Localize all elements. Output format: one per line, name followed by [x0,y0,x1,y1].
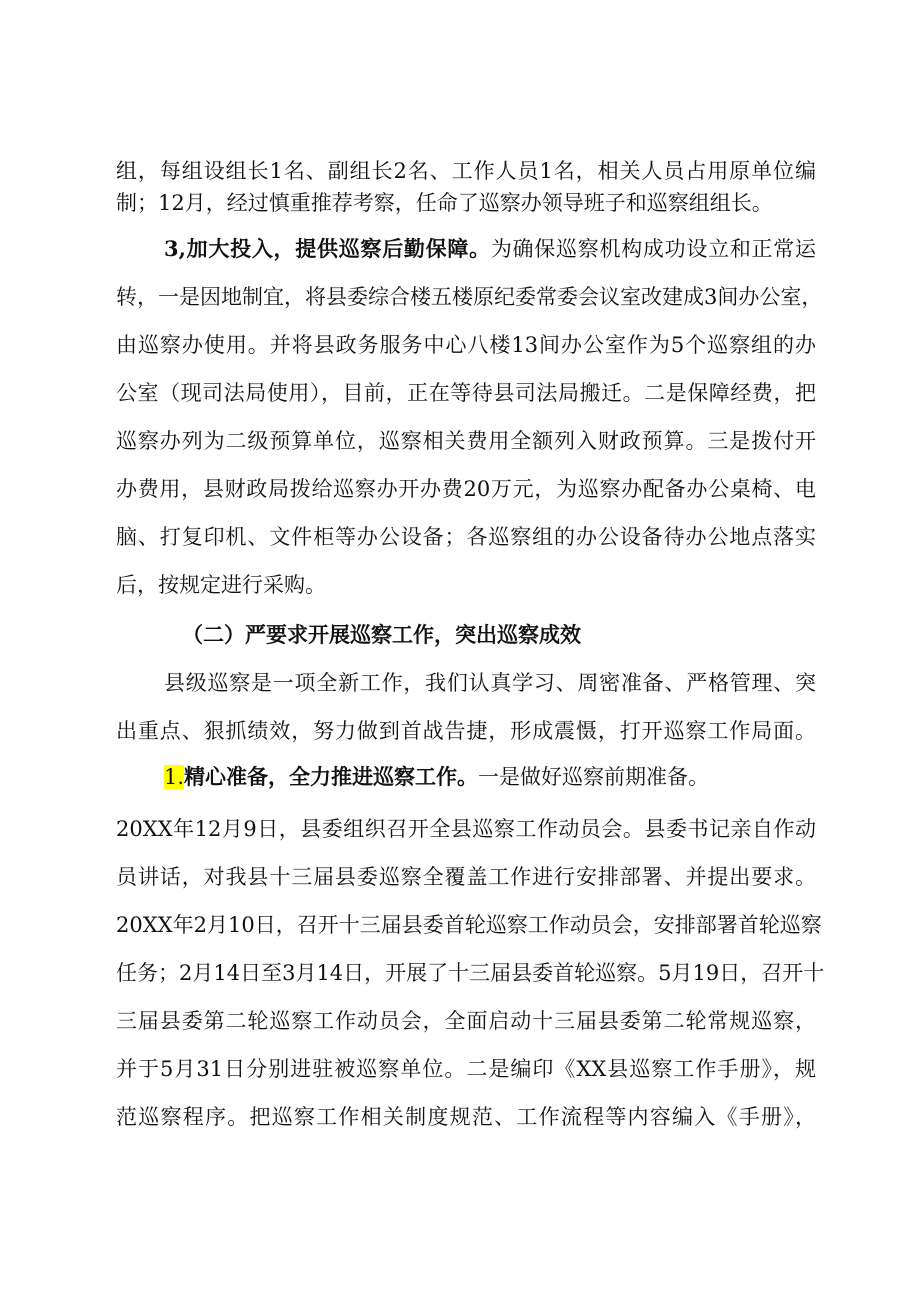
paragraph-line: 并于5月31日分别进驻被巡察单位。二是编印《XX县巡察工作手册》，规 [116,1057,816,1081]
paragraph-line: 出重点、狠抓绩效，努力做到首战告捷，形成震慑，打开巡察工作局面。 [116,719,816,743]
paragraph-line: 公室（现司法局使用），目前，正在等待县司法局搬迁。二是保障经费，把 [116,381,816,405]
paragraph-line: 转，一是因地制宜，将县委综合楼五楼原纪委常委会议室改建成3间办公室， [116,285,823,309]
paragraph-line: 任务；2月14日至3月14日，开展了十三届县委首轮巡察。5月19日，召开十 [116,961,825,985]
paragraph-text: 为确保巡察机构成功设立和正常运 [490,237,817,261]
item-1-title: 精心准备，全力推进巡察工作。 [184,764,479,789]
paragraph-line: 由巡察办使用。并将县政务服务中心八楼13间办公室作为5个巡察组的办 [116,333,816,357]
paragraph-line: 脑、打复印机、文件柜等办公设备；各巡察组的办公设备待办公地点落实 [116,525,816,549]
paragraph-line: 巡察办列为二级预算单位，巡察相关费用全额列入财政预算。三是拨付开 [116,429,816,453]
item-number-highlight: 1. [164,765,185,789]
numbered-paragraph-line [164,234,816,264]
subheading-3: 3,加大投入，提供巡察后勤保障。 [164,236,491,261]
paragraph-line: 20XX年2月10日，召开十三届县委首轮巡察工作动员会，安排部署首轮巡察 [116,913,822,937]
numbered-paragraph-line [164,762,816,792]
paragraph-line: 县级巡察是一项全新工作，我们认真学习、周密准备、严格管理、突 [164,671,816,695]
paragraph-text: 一是做好巡察前期准备。 [478,765,710,789]
paragraph-line: 员讲话，对我县十三届县委巡察全覆盖工作进行安排部署、并提出要求。 [116,865,816,889]
paragraph-line: 办费用，县财政局拨给巡察办开办费20万元，为巡察办配备办公桌椅、电 [116,477,816,501]
paragraph-line: 三届县委第二轮巡察工作动员会，全面启动十三届县委第二轮常规巡察， [116,1009,816,1033]
paragraph-line: 制；12月，经过慎重推荐考察，任命了巡察办领导班子和巡察组组长。 [116,191,773,215]
paragraph-line: 组，每组设组长1名、副组长2名、工作人员1名，相关人员占用原单位编 [116,159,816,183]
paragraph-line: 范巡察程序。把巡察工作相关制度规范、工作流程等内容编入《手册》， [116,1105,816,1129]
section-heading: （二）严要求开展巡察工作，突出巡察成效 [182,622,581,647]
paragraph-line: 后，按规定进行采购。 [116,573,326,597]
paragraph-line: 20XX年12月9日，县委组织召开全县巡察工作动员会。县委书记亲自作动 [116,817,816,841]
